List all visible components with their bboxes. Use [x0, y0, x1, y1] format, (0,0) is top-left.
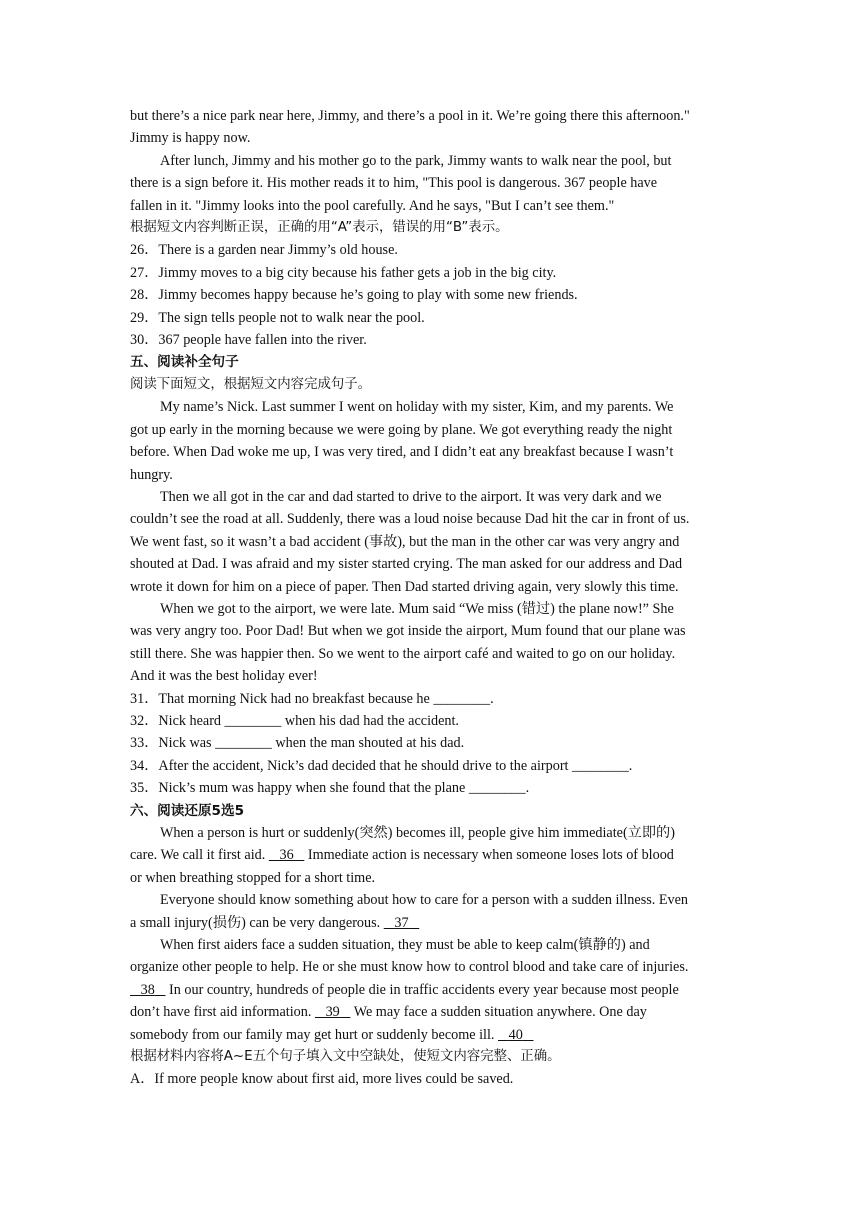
- passage-line: Jimmy is happy now.: [130, 130, 251, 147]
- passage-line: [130, 1024, 730, 1046]
- question-item: 32．Nick heard ________ when his dad had the accident.: [130, 712, 459, 729]
- passage-line: Then we all got in the car and dad started to drive to the airport. It was very dark and we: [160, 488, 662, 505]
- passage-line: fallen in it. "Jimmy looks into the pool carefully. And he says, "But I can’t see them.": [130, 197, 615, 214]
- passage-line: there is a sign before it. His mother reads it to him, "This pool is dangerous. 367 people have: [130, 175, 658, 192]
- passage-line: shouted at Dad. I was afraid and my sister started crying. The man asked for our address and Dad: [130, 556, 683, 573]
- passage-text: Immediate action is necessary when someone loses lots of blood: [307, 847, 674, 864]
- section-heading: 五、阅读补全句子: [130, 354, 239, 371]
- passage-line: was very angry too. Poor Dad! But when we got inside the airport, Mum found that our plane was: [130, 623, 686, 640]
- instruction-text: 根据材料内容将A~E五个句子填入文中空缺处，使短文内容完整、正确。: [130, 1049, 561, 1065]
- passage-line: Everyone should know something about how to care for a person with a sudden illness. Even: [160, 892, 688, 909]
- blank-number: 37: [394, 914, 409, 931]
- question-item: 27．Jimmy moves to a big city because his father gets a job in the big city.: [130, 264, 557, 281]
- passage-line: couldn’t see the road at all. Suddenly, there was a loud noise because Dad hit the car in front of us.: [130, 511, 690, 528]
- blank-number: 40: [508, 1026, 523, 1043]
- blank-39: [315, 1004, 350, 1020]
- blank-number: 38: [140, 981, 155, 998]
- passage-line: We went fast, so it wasn’t a bad accident (事故), but the man in the other car was very angry and: [130, 533, 680, 550]
- passage-line: [130, 912, 730, 934]
- passage-line: but there’s a nice park near here, Jimmy, and there’s a pool in it. We’re going there this afternoon.": [130, 108, 690, 124]
- passage-text: We may face a sudden situation anywhere. One day: [353, 1004, 647, 1021]
- passage-line: [130, 979, 730, 1001]
- blank-number: 39: [325, 1004, 340, 1021]
- option-item: A．If more people know about first aid, more lives could be saved.: [130, 1071, 514, 1088]
- blank-40: [498, 1027, 533, 1043]
- section-heading: 六、阅读还原5选5: [130, 802, 245, 819]
- question-item: 34．After the accident, Nick’s dad decided that he should drive to the airport ________.: [130, 757, 633, 774]
- passage-text: a small injury(损伤) can be very dangerous.: [130, 914, 381, 931]
- blank-37: [384, 915, 419, 931]
- passage-line: And it was the best holiday ever!: [130, 668, 318, 685]
- blank-38: [130, 982, 165, 998]
- passage-line: [130, 844, 730, 866]
- document-page: [130, 105, 730, 1091]
- passage-line: or when breathing stopped for a short time.: [130, 869, 376, 886]
- instruction-text: 根据短文内容判断正误，正确的用“A”表示，错误的用“B”表示。: [130, 220, 509, 236]
- question-item: 33．Nick was ________ when the man shouted at his dad.: [130, 735, 465, 752]
- passage-line: wrote it down for him on a piece of paper. Then Dad started driving again, very slowly this time.: [130, 578, 679, 595]
- passage-line: still there. She was happier then. So we went to the airport café and waited to go on our holiday.: [130, 645, 676, 662]
- question-item: 30．367 people have fallen into the river.: [130, 332, 367, 349]
- passage-line: organize other people to help. He or she must know how to control blood and take care of injuries.: [130, 959, 689, 976]
- passage-line: After lunch, Jimmy and his mother go to the park, Jimmy wants to walk near the pool, but: [160, 152, 672, 169]
- passage-line: When we got to the airport, we were late. Mum said “We miss (错过) the plane now!” She: [160, 600, 674, 617]
- passage-text: care. We call it first aid.: [130, 847, 266, 864]
- passage-line: When first aiders face a sudden situation, they must be able to keep calm(镇静的) and: [160, 937, 650, 954]
- passage-line: [130, 1001, 730, 1023]
- question-item: 29．The sign tells people not to walk near the pool.: [130, 309, 425, 326]
- blank-36: [269, 847, 304, 863]
- passage-line: hungry.: [130, 466, 173, 483]
- question-item: 31．That morning Nick had no breakfast because he ________.: [130, 690, 494, 707]
- blank-number: 36: [279, 847, 294, 864]
- passage-line: got up early in the morning because we were going by plane. We got everything ready the night: [130, 421, 673, 438]
- passage-text: don’t have first aid information.: [130, 1004, 312, 1021]
- question-item: 28．Jimmy becomes happy because he’s going to play with some new friends.: [130, 287, 578, 304]
- passage-text: somebody from our family may get hurt or suddenly become ill.: [130, 1026, 495, 1043]
- question-item: 26．There is a garden near Jimmy’s old house.: [130, 242, 398, 259]
- instruction-text: 阅读下面短文，根据短文内容完成句子。: [130, 376, 372, 392]
- question-item: 35．Nick’s mum was happy when she found that the plane ________.: [130, 780, 530, 797]
- passage-line: My name’s Nick. Last summer I went on holiday with my sister, Kim, and my parents. We: [160, 399, 674, 416]
- passage-text: In our country, hundreds of people die in traffic accidents every year because most people: [169, 981, 679, 998]
- passage-line: When a person is hurt or suddenly(突然) becomes ill, people give him immediate(立即的): [160, 825, 675, 841]
- passage-line: before. When Dad woke me up, I was very tired, and I didn’t eat any breakfast because I wasn’t: [130, 444, 674, 461]
